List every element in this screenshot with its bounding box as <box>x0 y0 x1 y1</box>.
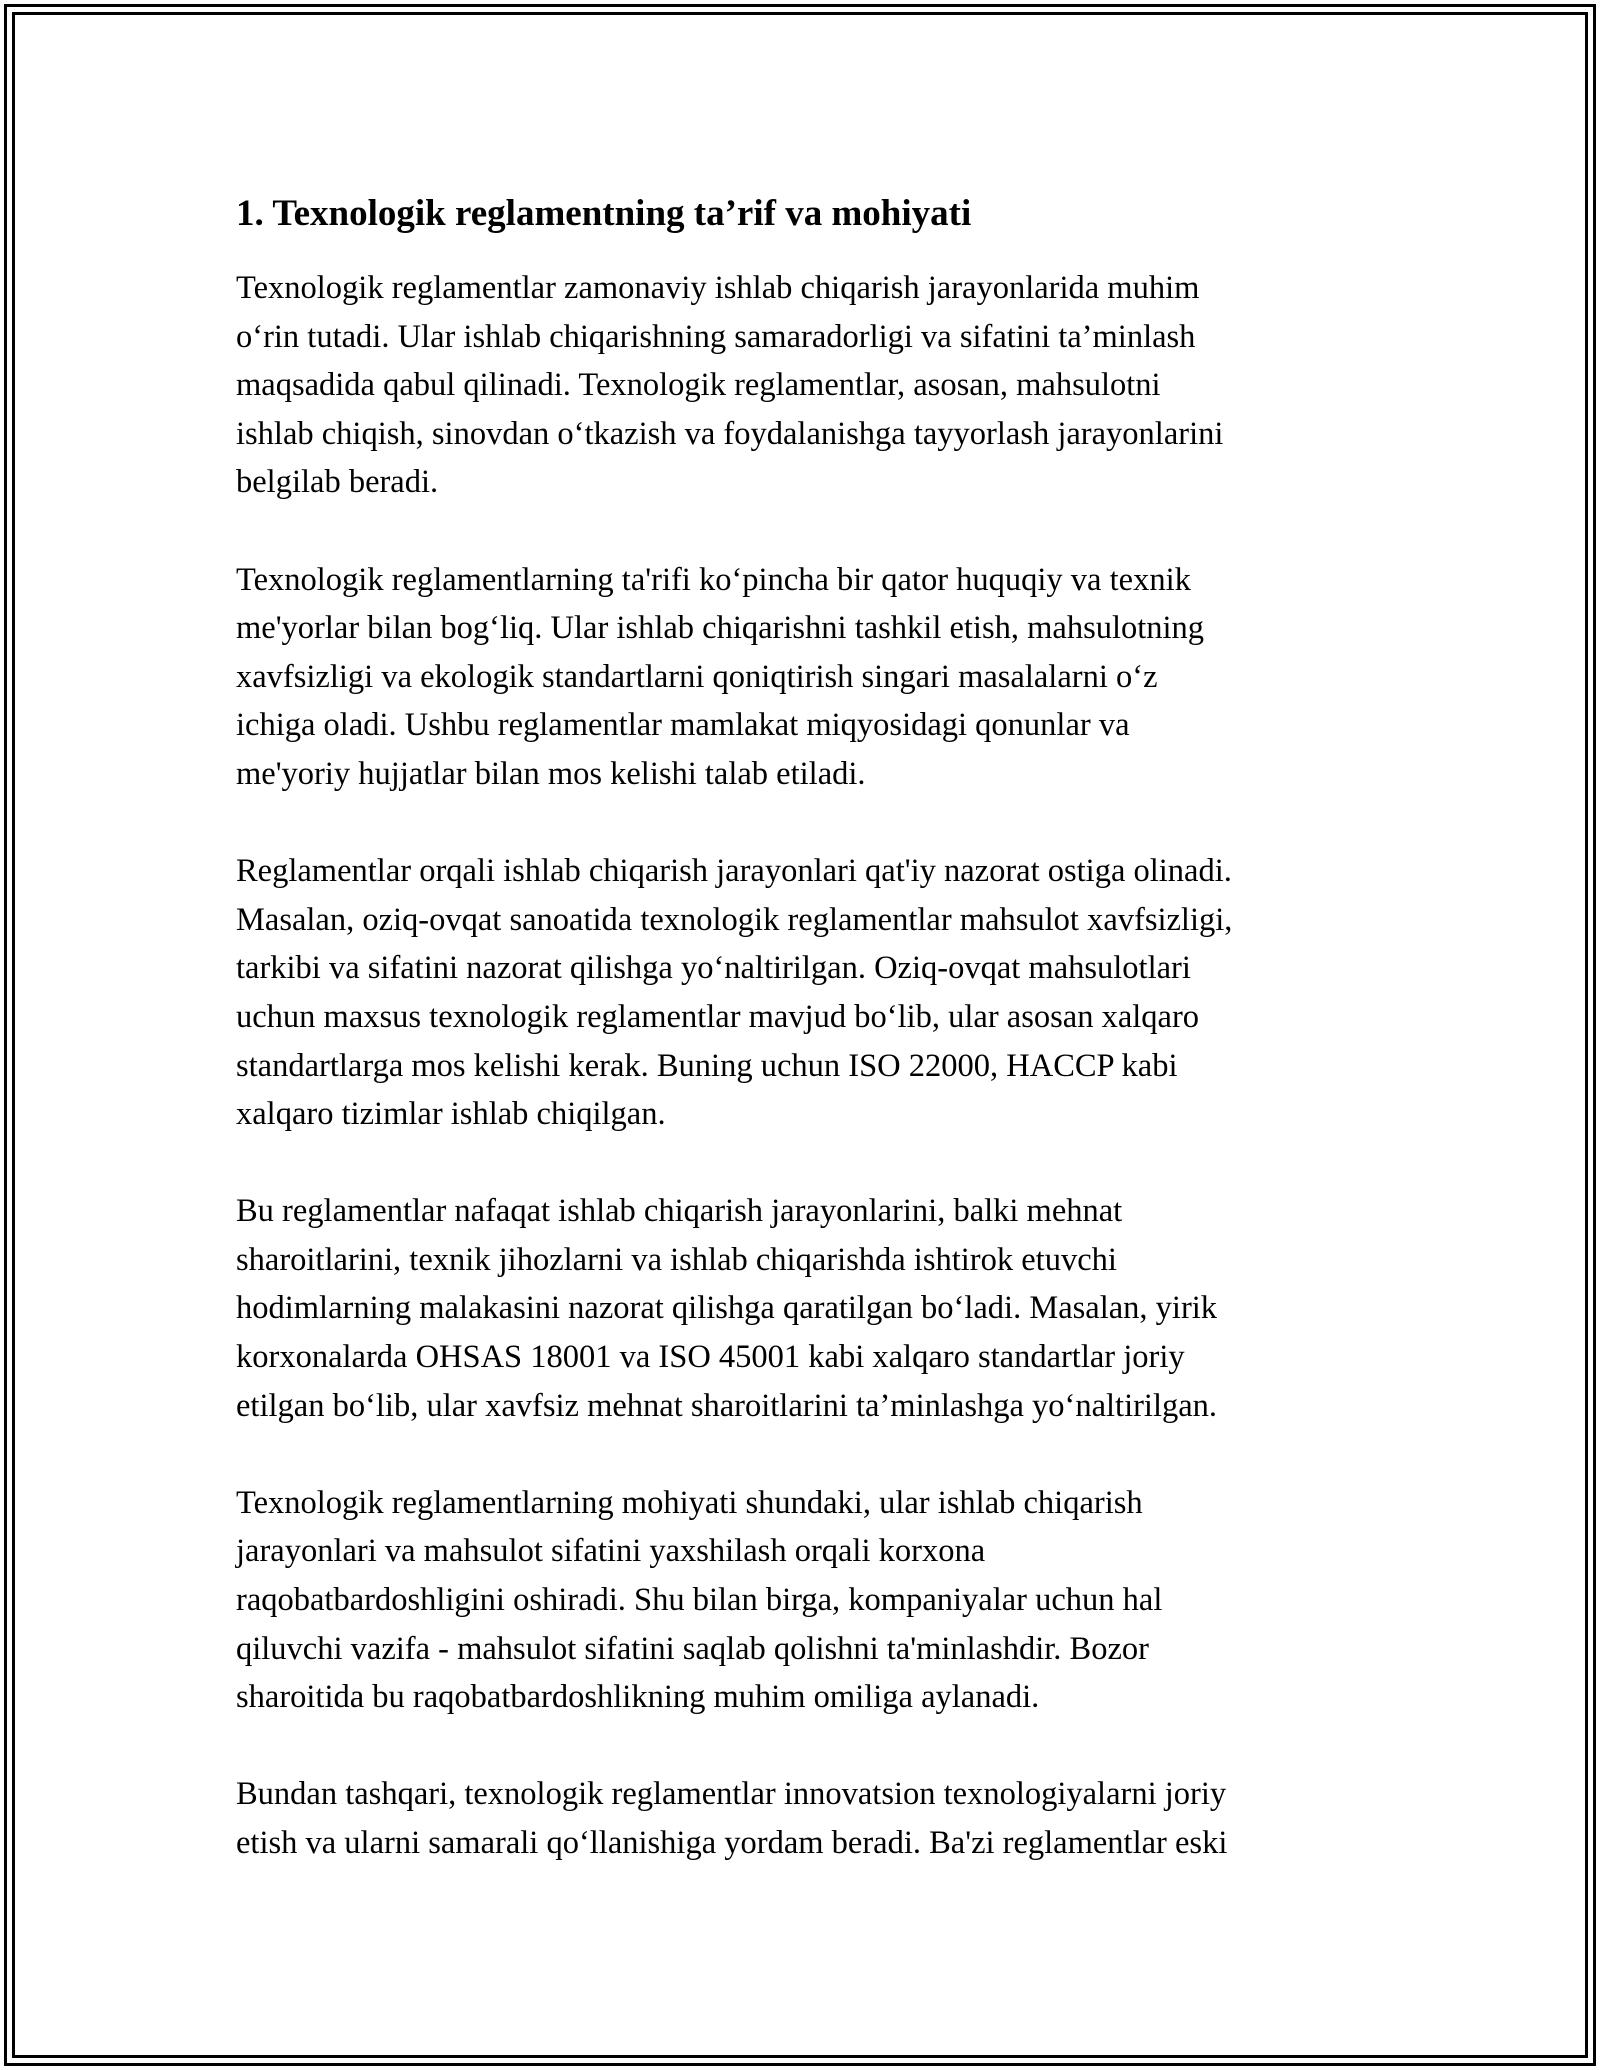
paragraph-3 <box>236 847 1366 1139</box>
section-title: 1. Texnologik reglamentning ta’rif va mohiyati <box>236 193 972 234</box>
paragraph-2 <box>236 556 1366 799</box>
text-line: Texnologik reglamentlarning mohiyati shundaki, ular ishlab chiqarish <box>236 1484 1143 1521</box>
text-line: ishlab chiqish, sinovdan o‘tkazish va foydalanishga tayyorlash jarayonlarini <box>236 415 1224 452</box>
text-line: o‘rin tutadi. Ular ishlab chiqarishning samaradorligi va sifatini ta’minlash <box>236 318 1196 355</box>
text-line: Texnologik reglamentlar zamonaviy ishlab chiqarish jarayonlarida muhim <box>236 270 1200 306</box>
text-line: maqsadida qabul qilinadi. Texnologik reglamentlar, asosan, mahsulotni <box>236 367 1161 404</box>
paragraph-4 <box>236 1187 1366 1430</box>
text-line: qiluvchi vazifa - mahsulot sifatini saqlab qolishni ta'minlashdir. Bozor <box>236 1630 1149 1667</box>
text-line: Texnologik reglamentlarning ta'rifi ko‘pincha bir qator huquqiy va texnik <box>236 561 1191 598</box>
text-line: Bundan tashqari, texnologik reglamentlar innovatsion texnologiyalarni joriy <box>236 1776 1227 1813</box>
paragraph-1 <box>236 264 1366 507</box>
text-line: korxonalarda OHSAS 18001 va ISO 45001 kabi xalqaro standartlar joriy <box>236 1339 1185 1376</box>
text-line: sharoitlarini, texnik jihozlarni va ishlab chiqarishda ishtirok etuvchi <box>236 1241 1117 1278</box>
text-line: standartlarga mos kelishi kerak. Buning uchun ISO 22000, HACCP kabi <box>236 1047 1178 1084</box>
text-line: me'yorlar bilan bog‘liq. Ular ishlab chiqarishni tashkil etish, mahsulotning <box>236 610 1205 647</box>
text-line: jarayonlari va mahsulot sifatini yaxshilash orqali korxona <box>236 1533 986 1570</box>
paragraph-6 <box>236 1770 1366 1867</box>
text-line: Reglamentlar orqali ishlab chiqarish jarayonlari qat'iy nazorat ostiga olinadi. <box>236 853 1232 890</box>
text-line: Masalan, oziq-ovqat sanoatida texnologik reglamentlar mahsulot xavfsizligi, <box>236 901 1233 938</box>
text-line: Bu reglamentlar nafaqat ishlab chiqarish jarayonlarini, balki mehnat <box>236 1193 1123 1230</box>
text-line: hodimlarning malakasini nazorat qilishga qaratilgan bo‘ladi. Masalan, yirik <box>236 1290 1218 1327</box>
text-line: xalqaro tizimlar ishlab chiqilgan. <box>236 1096 666 1133</box>
text-line: sharoitida bu raqobatbardoshlikning muhim omiliga aylanadi. <box>236 1679 1040 1716</box>
paragraph-5 <box>236 1479 1366 1722</box>
text-line: belgilab beradi. <box>236 464 439 501</box>
document-body <box>236 186 1366 1868</box>
text-line: me'yoriy hujjatlar bilan mos kelishi talab etiladi. <box>236 755 866 792</box>
text-line: etish va ularni samarali qo‘llanishiga yordam beradi. Ba'zi reglamentlar eski <box>236 1825 1228 1861</box>
text-line: etilgan bo‘lib, ular xavfsiz mehnat sharoitlarini ta’minlashga yo‘naltirilgan. <box>236 1387 1218 1424</box>
text-line: raqobatbardoshligini oshiradi. Shu bilan birga, kompaniyalar uchun hal <box>236 1582 1163 1619</box>
text-line: xavfsizligi va ekologik standartlarni qoniqtirish singari masalalarni o‘z <box>236 658 1158 695</box>
text-line: tarkibi va sifatini nazorat qilishga yo‘naltirilgan. Oziq-ovqat mahsulotlari <box>236 950 1191 987</box>
text-line: uchun maxsus texnologik reglamentlar mavjud bo‘lib, ular asosan xalqaro <box>236 998 1200 1035</box>
text-line: ichiga oladi. Ushbu reglamentlar mamlakat miqyosidagi qonunlar va <box>236 707 1130 744</box>
